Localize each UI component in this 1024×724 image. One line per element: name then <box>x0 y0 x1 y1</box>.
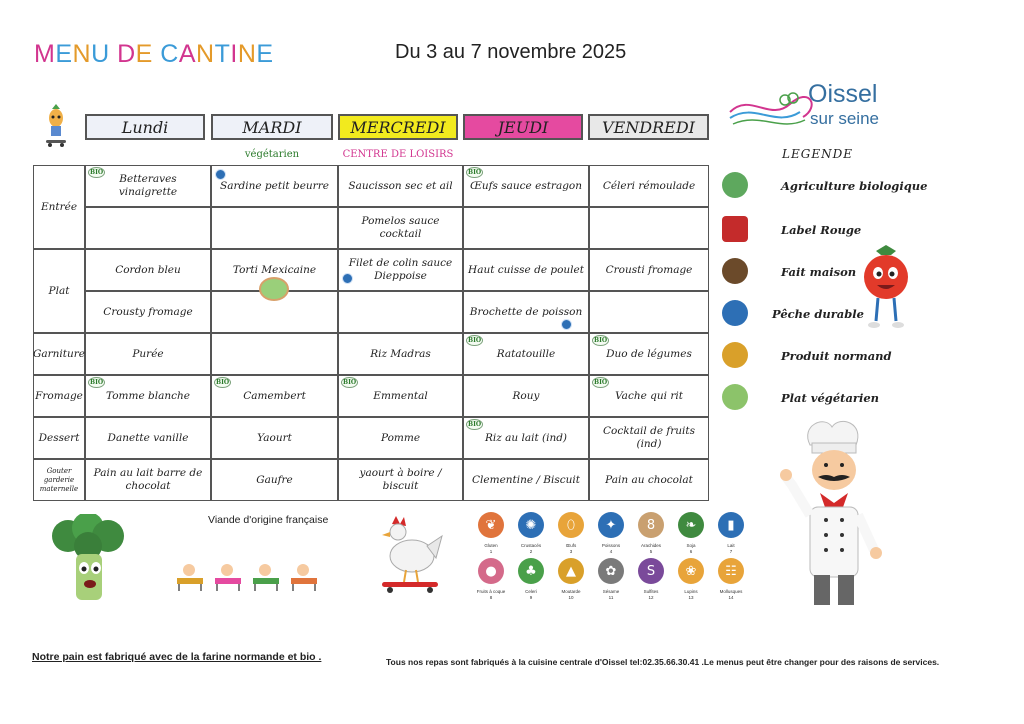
sustainable-fishing-icon <box>215 169 226 180</box>
menu-cell-mercredi <box>338 291 463 333</box>
title-letter: E <box>135 40 153 68</box>
fish-icon: ✦ <box>598 512 624 538</box>
bio-icon: BIO <box>216 379 230 386</box>
allergen-label: Celeri <box>525 589 537 594</box>
skater-vegetable-icon <box>40 104 72 148</box>
fait-maison-icon <box>722 258 748 284</box>
allergen-caption <box>511 543 551 555</box>
menu-cell-lundi: Danette vanille <box>85 417 211 459</box>
bio-icon: BIO <box>343 379 357 386</box>
title-letter: M <box>34 40 56 68</box>
allergen-label: Mollusques <box>719 589 743 594</box>
allergen-label: Soja <box>686 543 696 548</box>
row-label: Fromage <box>33 375 85 417</box>
legend-label: Fait maison <box>781 265 857 279</box>
allergen-number: 12 <box>648 595 654 600</box>
legend-label: Produit normand <box>781 349 892 363</box>
menu-cell-vendredi: Pain au chocolat <box>589 459 709 501</box>
sulfites-icon: S <box>638 558 664 584</box>
vegetarian-icon <box>722 384 748 410</box>
title-letter: C <box>160 40 179 68</box>
allergen-caption <box>591 589 631 601</box>
legend-label: Plat végétarien <box>781 391 880 405</box>
allergen-label: Sésame <box>602 589 620 594</box>
menu-cell-mardi: Camembert <box>211 375 338 417</box>
title-letter: E <box>256 40 274 68</box>
allergen-caption <box>711 543 751 555</box>
allergen-caption <box>551 543 591 555</box>
allergen-label: Fruits à coque <box>476 589 506 594</box>
vegetarian-dish-icon <box>259 277 289 301</box>
nut-icon: ● <box>478 558 504 584</box>
menu-cell-lundi: Pain au lait barre de chocolat <box>85 459 211 501</box>
celery-icon: ♣ <box>518 558 544 584</box>
menu-cell-mercredi: Emmental <box>338 375 463 417</box>
menu-cell-jeudi: Rouy <box>463 375 589 417</box>
allergen-number: 2 <box>529 549 533 554</box>
menu-cell-vendredi: Cocktail de fruits (ind) <box>589 417 709 459</box>
menu-cell-mercredi: yaourt à boire / biscuit <box>338 459 463 501</box>
legend-title: LEGENDE <box>782 147 853 161</box>
legend-label: Label Rouge <box>781 223 862 237</box>
allergen-number: 5 <box>649 549 653 554</box>
menu-cell-vendredi <box>589 207 709 249</box>
allergen-caption <box>671 543 711 555</box>
kids-lunch-icon <box>175 560 325 592</box>
title-letter: U <box>91 40 110 68</box>
bio-icon: BIO <box>90 379 104 386</box>
organic-leaf-icon <box>722 172 748 198</box>
allergen-label: Arachides <box>640 543 661 548</box>
shell-icon: ☷ <box>718 558 744 584</box>
allergen-label: Crustacés <box>520 543 542 548</box>
mercredi-subtitle: CENTRE DE LOISIRS <box>342 149 454 160</box>
allergen-number: 6 <box>689 549 693 554</box>
menu-cell-jeudi: Clementine / Biscuit <box>463 459 589 501</box>
mustard-icon: ▲ <box>558 558 584 584</box>
rooster-skateboard-icon <box>372 514 444 594</box>
menu-cell-mardi: Yaourt <box>211 417 338 459</box>
menu-cell-lundi: Purée <box>85 333 211 375</box>
menu-cell-mercredi: Filet de colin sauce Dieppoise <box>338 249 463 291</box>
bio-icon: BIO <box>468 169 482 176</box>
menu-date: Du 3 au 7 novembre 2025 <box>395 41 627 63</box>
title-letter: I <box>230 40 238 68</box>
mardi-subtitle: végétarien <box>244 149 300 160</box>
page-title <box>34 40 274 69</box>
broccoli-mascot-icon <box>46 514 130 608</box>
day-header-jeudi <box>463 114 583 140</box>
title-letter: E <box>55 40 73 68</box>
logo-city-subtitle: sur seine <box>810 109 879 128</box>
sustainable-fishing-icon <box>342 273 353 284</box>
crab-icon: ✺ <box>518 512 544 538</box>
menu-cell-jeudi: Œufs sauce estragon <box>463 165 589 207</box>
menu-cell-mardi: Torti Mexicaine <box>211 249 338 291</box>
allergen-caption <box>711 589 751 601</box>
day-label: JEUDI <box>497 117 549 137</box>
menu-cell-mercredi: Pomme <box>338 417 463 459</box>
normandie-icon <box>722 342 748 368</box>
allergen-number: 10 <box>568 595 574 600</box>
day-label: MERCREDI <box>350 117 446 137</box>
title-letter: N <box>72 40 92 68</box>
allergen-number: 8 <box>489 595 493 600</box>
allergen-label: Sulfites <box>643 589 659 594</box>
allergen-number: 14 <box>728 595 734 600</box>
sustainable-fishing-icon <box>561 319 572 330</box>
allergen-label: Lait <box>727 543 735 548</box>
lupin-icon: ❀ <box>678 558 704 584</box>
legend-label: Agriculture biologique <box>781 179 928 193</box>
menu-cell-mardi <box>211 333 338 375</box>
menu-cell-jeudi: Ratatouille <box>463 333 589 375</box>
allergen-caption <box>671 589 711 601</box>
soy-icon: ❧ <box>678 512 704 538</box>
allergen-label: Lupins <box>684 589 698 594</box>
allergen-number: 9 <box>529 595 533 600</box>
menu-cell-lundi: Tomme blanche <box>85 375 211 417</box>
menu-cell-jeudi <box>463 207 589 249</box>
menu-cell-mercredi: Riz Madras <box>338 333 463 375</box>
allergen-number: 3 <box>569 549 573 554</box>
day-label: VENDREDI <box>602 117 695 137</box>
egg-icon: ⬯ <box>558 512 584 538</box>
menu-cell-jeudi: Haut cuisse de poulet <box>463 249 589 291</box>
allergen-number: 4 <box>609 549 613 554</box>
day-header-vendredi <box>588 114 709 140</box>
label-rouge-icon <box>722 216 748 242</box>
legend-label: Pêche durable <box>772 307 864 321</box>
allergen-caption <box>471 589 511 601</box>
day-header-mardi <box>211 114 333 140</box>
title-letter: N <box>196 40 215 68</box>
tomato-mascot-icon <box>858 243 914 331</box>
menu-cell-vendredi: Crousti fromage <box>589 249 709 291</box>
title-letter: T <box>214 40 231 68</box>
title-letter: D <box>117 40 136 68</box>
allergen-label: Moutarde <box>561 589 581 594</box>
menu-cell-vendredi: Duo de légumes <box>589 333 709 375</box>
wheat-icon: ❦ <box>478 512 504 538</box>
row-label: Garniture <box>33 333 85 375</box>
menu-cell-vendredi: Vache qui rit <box>589 375 709 417</box>
day-header-lundi <box>85 114 205 140</box>
milk-icon: ▮ <box>718 512 744 538</box>
menu-cell-jeudi: Riz au lait (ind) <box>463 417 589 459</box>
menu-cell-mercredi: Saucisson sec et ail <box>338 165 463 207</box>
chef-mascot-icon <box>770 415 895 610</box>
allergen-number: 1 <box>489 549 493 554</box>
menu-cell-vendredi <box>589 291 709 333</box>
day-label: Lundi <box>121 117 169 137</box>
menu-cell-mardi: Sardine petit beurre <box>211 165 338 207</box>
meat-origin-note: Viande d'origine française <box>208 514 329 526</box>
kitchen-note: Tous nos repas sont fabriqués à la cuisine centrale d'Oissel tel:02.35.66.30.41 .Le menus peut être changer pour des raisons de services. <box>386 657 940 667</box>
bio-icon: BIO <box>90 169 104 176</box>
bio-icon: BIO <box>468 421 482 428</box>
menu-cell-mercredi: Pomelos sauce cocktail <box>338 207 463 249</box>
row-label: Entrée <box>33 165 85 249</box>
title-letter: A <box>178 40 197 68</box>
allergen-label: Gluten <box>484 543 498 548</box>
bread-note: Notre pain est fabriqué avec de la farine normande et bio . <box>32 651 322 663</box>
allergen-number: 11 <box>608 595 614 600</box>
allergen-caption <box>591 543 631 555</box>
allergen-caption <box>471 543 511 555</box>
title-letter <box>110 40 117 68</box>
menu-cell-mardi <box>211 207 338 249</box>
allergen-caption <box>511 589 551 601</box>
sesame-icon: ✿ <box>598 558 624 584</box>
day-header-mercredi <box>338 114 458 140</box>
menu-cell-mardi: Gaufre <box>211 459 338 501</box>
title-letter: N <box>237 40 257 68</box>
menu-cell-vendredi: Céleri rémoulade <box>589 165 709 207</box>
allergen-label: Poissons <box>601 543 621 548</box>
logo-city-name: Oissel <box>808 80 878 108</box>
bio-icon: BIO <box>594 379 608 386</box>
row-label: Gouter garderie maternelle <box>33 459 85 501</box>
menu-cell-lundi: Crousty fromage <box>85 291 211 333</box>
row-label: Dessert <box>33 417 85 459</box>
menu-cell-lundi: Betteraves vinaigrette <box>85 165 211 207</box>
bio-icon: BIO <box>468 337 482 344</box>
menu-cell-lundi: Cordon bleu <box>85 249 211 291</box>
allergen-caption <box>631 543 671 555</box>
allergen-number: 7 <box>729 549 733 554</box>
allergen-caption <box>551 589 591 601</box>
day-label: MARDI <box>242 117 302 137</box>
menu-cell-lundi <box>85 207 211 249</box>
row-label: Plat <box>33 249 85 333</box>
fish-icon <box>722 300 748 326</box>
menu-cell-jeudi: Brochette de poisson <box>463 291 589 333</box>
allergen-label: Œufs <box>565 543 577 548</box>
peanut-icon: 8 <box>638 512 664 538</box>
allergen-caption <box>631 589 671 601</box>
allergen-number: 13 <box>688 595 694 600</box>
bio-icon: BIO <box>594 337 608 344</box>
